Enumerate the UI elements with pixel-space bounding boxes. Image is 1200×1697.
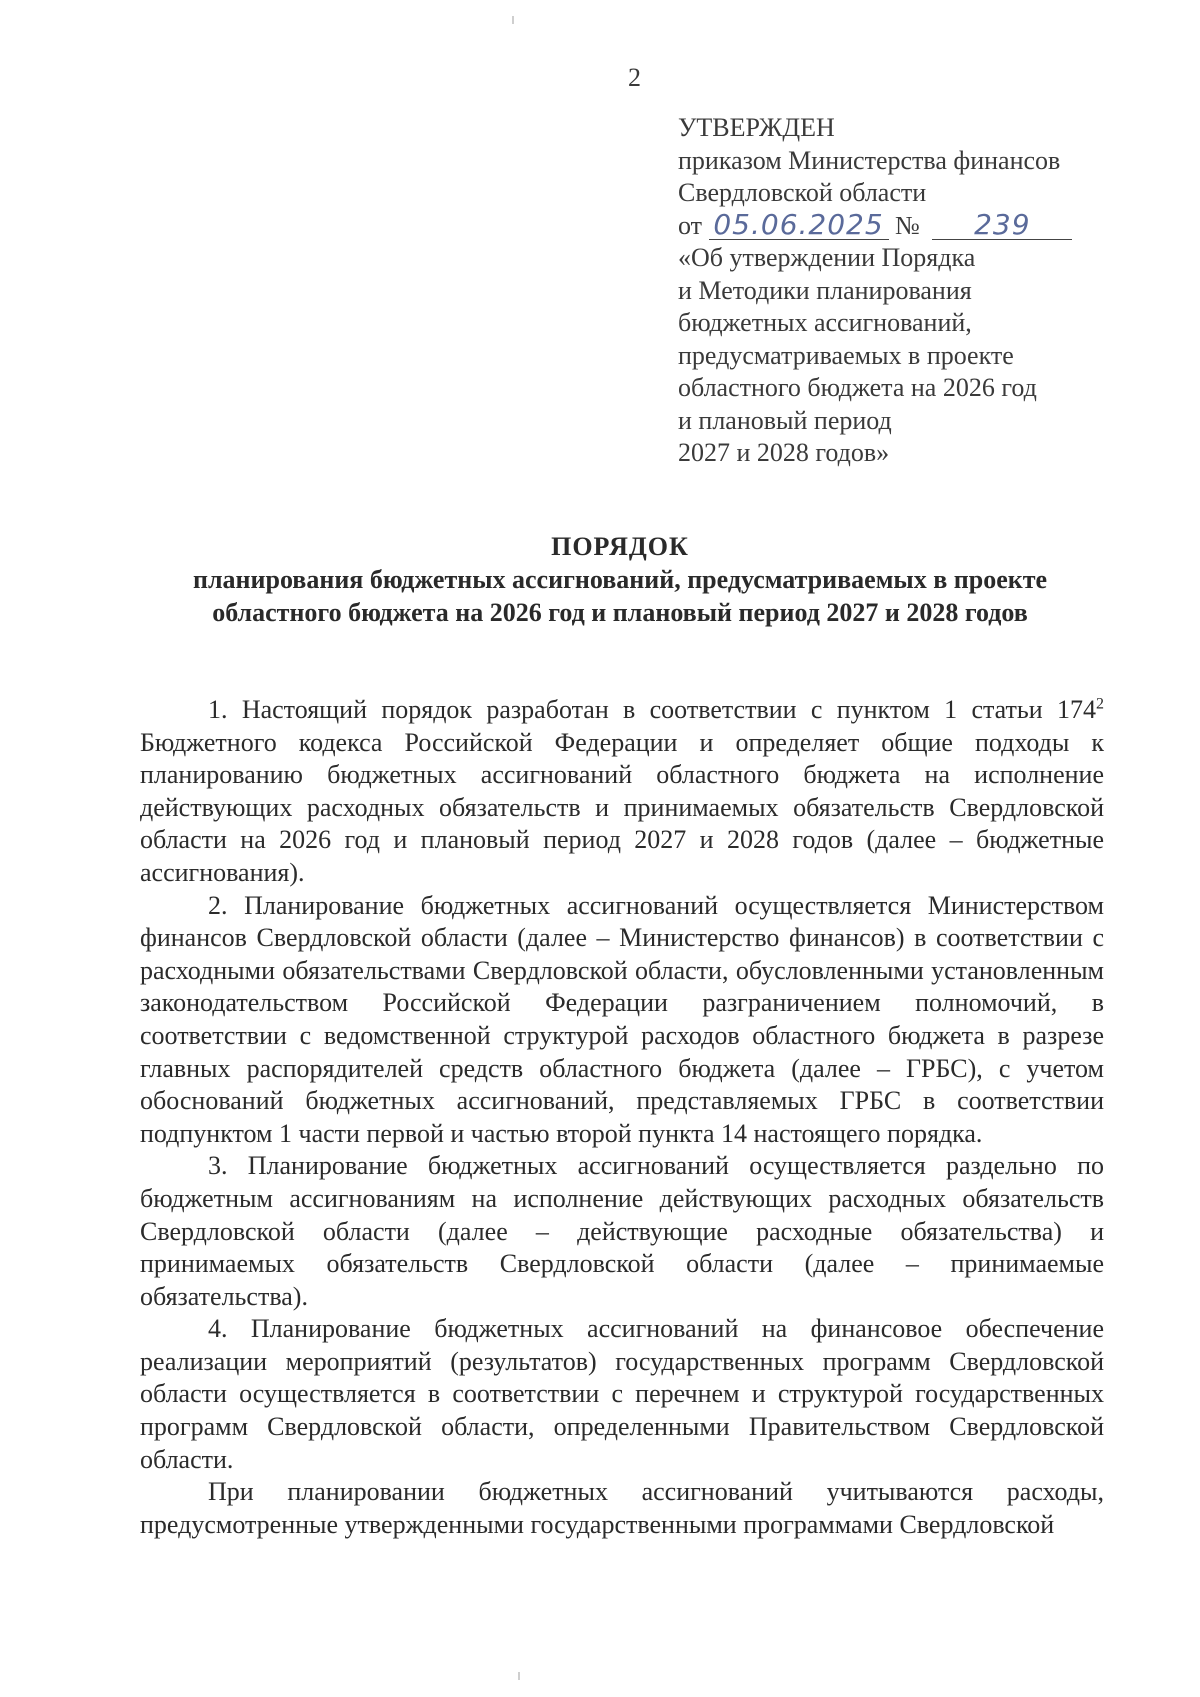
paragraph-3: 3. Планирование бюджетных ассигнований осуществляется раздельно по бюджетным ассигнованиям на исполнение действующих расходных обязательств Свердловской области (далее – действующие расходные обязательства) и принимаемых обязательств Свердловской области (далее – принимаемые обязательства). — [140, 1151, 1104, 1311]
document-subtitle-line2: областного бюджета на 2026 год и плановый период 2027 и 2028 годов — [212, 598, 1028, 627]
document-title — [140, 530, 1100, 629]
paragraph-1-rest: Бюджетного кодекса Российской Федерации и определяет общие подходы к планированию бюджетных ассигнований областного бюджета на исполнение действующих расходных обязательств и принимаемых обязательств Свердловской области на 2026 год и плановый период 2027 и 2028 годов (далее – бюджетные ассигнования). — [140, 727, 1104, 887]
number-label: № — [895, 210, 920, 240]
approval-title-line: 2027 и 2028 годов» — [678, 438, 890, 467]
handwritten-number: 239 — [932, 211, 1072, 240]
approval-heading: УТВЕРЖДЕН — [678, 113, 835, 142]
document-title-main: ПОРЯДОК — [551, 532, 689, 561]
from-label: от — [678, 210, 703, 240]
approval-issuer-line: приказом Министерства финансов — [678, 145, 1061, 175]
paragraph-1-start: 1. Настоящий порядок разработан в соответствии с пунктом 1 статьи 174 — [208, 695, 1096, 724]
paragraph-4: 4. Планирование бюджетных ассигнований на финансовое обеспечение реализации мероприятий (результатов) государственных программ Свердловской области осуществляется в соответствии с перечнем и структурой государственных программ Свердловской области, определенными Правительством Свердловской области. — [140, 1314, 1104, 1474]
approval-date-line — [678, 207, 1072, 243]
approval-region-line: Свердловской области — [678, 178, 927, 207]
handwritten-date: 05.06.2025 — [709, 211, 889, 240]
article-superscript: 2 — [1096, 695, 1104, 713]
approval-title-line: «Об утверждении Порядка — [678, 243, 976, 272]
page-number: 2 — [628, 63, 641, 92]
approval-title-line: и Методики планирования — [678, 275, 972, 305]
scan-speck — [518, 1672, 520, 1680]
approval-title-line: бюджетных ассигнований, — [678, 308, 972, 337]
approval-block — [678, 112, 1072, 470]
paragraph-1 — [140, 694, 1104, 890]
paragraph-5: При планировании бюджетных ассигнований учитываются расходы, предусмотренные утвержденными государственными программами Свердловской — [140, 1477, 1104, 1539]
paragraph-2: 2. Планирование бюджетных ассигнований осуществляется Министерством финансов Свердловской области (далее – Министерство финансов) в соответствии с расходными обязательствами Свердловской области, обусловленными установленным законодательством Российской Федерации разграничением полномочий, в соответствии с ведомственной структурой расходов областного бюджета в разрезе главных распорядителей средств областного бюджета (далее – ГРБС), с учетом обоснований бюджетных ассигнований, представляемых ГРБС в соответствии подпунктом 1 части первой и частью второй пункта 14 настоящего порядка. — [140, 890, 1104, 1148]
approval-title-line: предусматриваемых в проекте — [678, 340, 1014, 370]
document-subtitle-line1: планирования бюджетных ассигнований, предусматриваемых в проекте — [192, 565, 1048, 594]
approval-title-line: и плановый период — [678, 405, 892, 435]
document-body — [140, 694, 1104, 1541]
approval-title-line: областного бюджета на 2026 год — [678, 373, 1037, 402]
scan-speck — [512, 16, 514, 24]
